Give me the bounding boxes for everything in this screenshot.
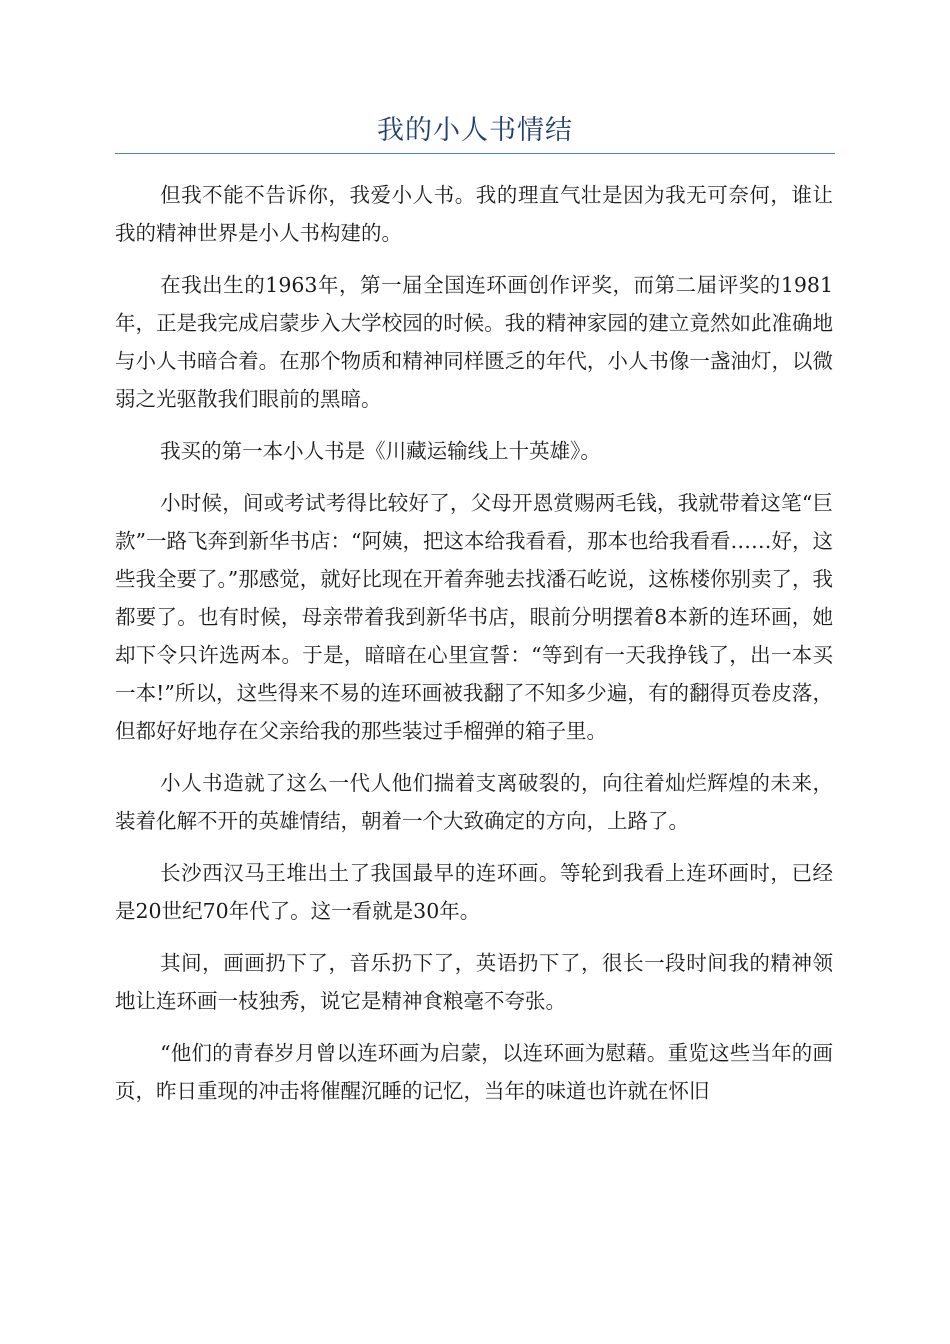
title-underline	[115, 153, 835, 154]
paragraph: 其间，画画扔下了，音乐扔下了，英语扔下了，很长一段时间我的精神领地让连环画一枝独秀，说它是精神食粮毫不夸张。	[115, 951, 833, 1013]
paragraph: 但我不能不告诉你，我爱小人书。我的理直气壮是因为我无可奈何，谁让我的精神世界是小人书构建的。	[115, 183, 833, 245]
article-body	[115, 176, 833, 1124]
paragraph: 小时候，间或考试考得比较好了，父母开恩赏赐两毛钱，我就带着这笔“巨款”一路飞奔到新华书店：“阿姨，把这本给我看看，那本也给我看看……好，这些我全要了。”那感觉，就好比现在开着奔驰去找潘石屹说，这栋楼你别卖了，我都要了。也有时候，母亲带着我到新华书店，眼前分明摆着8本新的连环画，她却下令只许选两本。于是，暗暗在心里宣誓：“等到有一天我挣钱了，出一本买一本!”所以，这些得来不易的连环画被我翻了不知多少遍，有的翻得页卷皮落，但都好好地存在父亲给我的那些装过手榴弹的箱子里。	[115, 491, 833, 743]
paragraph: “他们的青春岁月曾以连环画为启蒙，以连环画为慰藉。重览这些当年的画页，昨日重现的冲击将催醒沉睡的记忆，当年的味道也许就在怀旧	[115, 1041, 833, 1103]
paragraph: 小人书造就了这么一代人他们揣着支离破裂的，向往着灿烂辉煌的未来，装着化解不开的英雄情结，朝着一个大致确定的方向，上路了。	[115, 771, 833, 833]
paragraph: 长沙西汉马王堆出土了我国最早的连环画。等轮到我看上连环画时，已经是20世纪70年代了。这一看就是30年。	[115, 861, 833, 923]
paragraph: 在我出生的1963年，第一届全国连环画创作评奖，而第二届评奖的1981年，正是我完成启蒙步入大学校园的时候。我的精神家园的建立竟然如此准确地与小人书暗合着。在那个物质和精神同样匮乏的年代，小人书像一盏油灯，以微弱之光驱散我们眼前的黑暗。	[115, 273, 833, 411]
paragraph: 我买的第一本小人书是《川藏运输线上十英雄》。	[160, 439, 601, 463]
page-title: 我的小人书情结	[377, 115, 573, 146]
